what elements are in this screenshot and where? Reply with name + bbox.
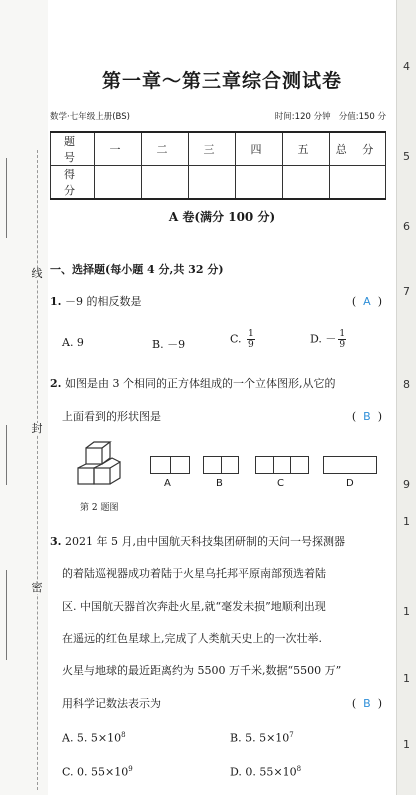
shape-label-b: B bbox=[216, 478, 223, 489]
margin-line bbox=[6, 158, 7, 238]
cube-figure bbox=[76, 440, 132, 490]
score-input-cell[interactable] bbox=[236, 166, 283, 200]
question-2 bbox=[50, 377, 335, 391]
question-3-line: 在遥远的红色星球上,完成了人类航天史上的一次壮举. bbox=[62, 632, 322, 645]
option-b: B. －9 bbox=[152, 338, 186, 351]
question-3-line: 用科学记数法表示为 bbox=[62, 697, 161, 710]
strip-number: 1 bbox=[403, 672, 410, 685]
margin-char-line: 线 bbox=[31, 267, 43, 280]
fraction: $\frac{1}{9}$ bbox=[339, 329, 346, 350]
shape-label-d: D bbox=[346, 478, 354, 489]
table-cell: 一 bbox=[95, 132, 142, 166]
shape-b bbox=[203, 456, 239, 474]
subject-label: 数学·七年级上册(BS) bbox=[50, 112, 130, 122]
score-table-score-row bbox=[51, 166, 386, 200]
option-d: D. － $\frac{1}{9}$ bbox=[310, 329, 346, 350]
next-page-strip bbox=[396, 0, 416, 795]
part1-heading: 一、选择题(每小题 4 分,共 32 分) bbox=[50, 263, 224, 276]
option-a: A. 9 bbox=[62, 336, 84, 349]
score-input-cell[interactable] bbox=[330, 166, 386, 200]
option-b: B. 5. $5\times 10^7$ bbox=[230, 731, 294, 745]
question-number: 3. bbox=[50, 535, 62, 548]
score-input-cell[interactable] bbox=[189, 166, 236, 200]
figure-caption: 第 2 题图 bbox=[80, 503, 119, 513]
strip-number: 8 bbox=[403, 378, 410, 391]
score-label: 分值:150 分 bbox=[338, 112, 386, 122]
time-score-label bbox=[275, 110, 386, 122]
question-text: －9 的相反数是 bbox=[64, 295, 142, 308]
question-text: 如图是由 3 个相同的正方体组成的一个立体图形,从它的 bbox=[64, 377, 336, 390]
question-2-line2: 上面看到的形状图是 bbox=[62, 410, 161, 423]
shape-label-a: A bbox=[164, 478, 171, 489]
shape-label-c: C bbox=[277, 478, 284, 489]
score-input-cell[interactable] bbox=[283, 166, 330, 200]
question-number: 1. bbox=[50, 295, 62, 308]
table-cell: 题 号 bbox=[51, 132, 95, 166]
margin-line bbox=[6, 425, 7, 485]
score-input-cell[interactable] bbox=[142, 166, 189, 200]
answer-value: B bbox=[363, 410, 371, 423]
option-a: A. 5. $5\times 10^8$ bbox=[62, 731, 126, 745]
cut-line bbox=[37, 150, 38, 790]
time-label: 时间:120 分钟 bbox=[274, 112, 331, 122]
question-text: 2021 年 5 月,由中国航天科技集团研制的天问一号探测器 bbox=[64, 535, 345, 548]
page-title: 第一章～第三章综合测试卷 bbox=[101, 70, 342, 92]
question-3 bbox=[50, 535, 345, 549]
table-cell: 四 bbox=[236, 132, 283, 166]
shape-d bbox=[323, 456, 377, 474]
strip-number: 7 bbox=[403, 285, 410, 298]
option-c: C. 0. $55\times 10^9$ bbox=[62, 765, 133, 779]
fraction: $\frac{1}{9}$ bbox=[248, 329, 254, 350]
table-cell: 得 分 bbox=[51, 166, 95, 200]
exam-page bbox=[48, 0, 396, 795]
table-cell: 二 bbox=[142, 132, 189, 166]
shape-a bbox=[150, 456, 190, 474]
strip-number: 6 bbox=[403, 220, 410, 233]
answer-value: B bbox=[363, 697, 371, 710]
table-cell: 总 分 bbox=[330, 132, 386, 166]
option-c: C. $\frac{1}{9}$ bbox=[230, 329, 254, 350]
table-cell: 五 bbox=[283, 132, 330, 166]
answer-value: A bbox=[363, 295, 371, 308]
question-3-line: 区. 中国航天器首次奔赴火星,就“毫发未损”地顺利出现 bbox=[62, 600, 326, 613]
strip-number: 4 bbox=[403, 60, 410, 73]
margin-char-secret: 密 bbox=[31, 581, 43, 594]
score-table-header-row bbox=[51, 132, 386, 166]
answer-2: ( B ) bbox=[351, 410, 382, 423]
margin-line bbox=[6, 570, 7, 660]
answer-3: ( B ) bbox=[351, 697, 382, 710]
strip-number: 5 bbox=[403, 150, 410, 163]
question-number: 2. bbox=[50, 377, 62, 390]
score-input-cell[interactable] bbox=[95, 166, 142, 200]
answer-1: ( A ) bbox=[351, 295, 382, 308]
score-table bbox=[50, 131, 386, 200]
strip-number: 1 bbox=[403, 605, 410, 618]
shape-c bbox=[255, 456, 309, 474]
strip-number: 9 bbox=[403, 478, 410, 491]
strip-number: 1 bbox=[403, 738, 410, 751]
question-3-line: 火星与地球的最近距离约为 5500 万千米,数据“5500 万” bbox=[62, 664, 342, 677]
option-d: D. 0. $55\times 10^8$ bbox=[230, 765, 302, 779]
question-1 bbox=[50, 295, 141, 309]
section-title: A 卷(满分 100 分) bbox=[168, 210, 276, 224]
strip-number: 1 bbox=[403, 515, 410, 528]
question-3-line: 的着陆巡视器成功着陆于火星乌托邦平原南部预选着陆 bbox=[62, 567, 326, 580]
table-cell: 三 bbox=[189, 132, 236, 166]
binding-margin bbox=[0, 0, 48, 795]
margin-char-seal: 封 bbox=[31, 422, 43, 435]
